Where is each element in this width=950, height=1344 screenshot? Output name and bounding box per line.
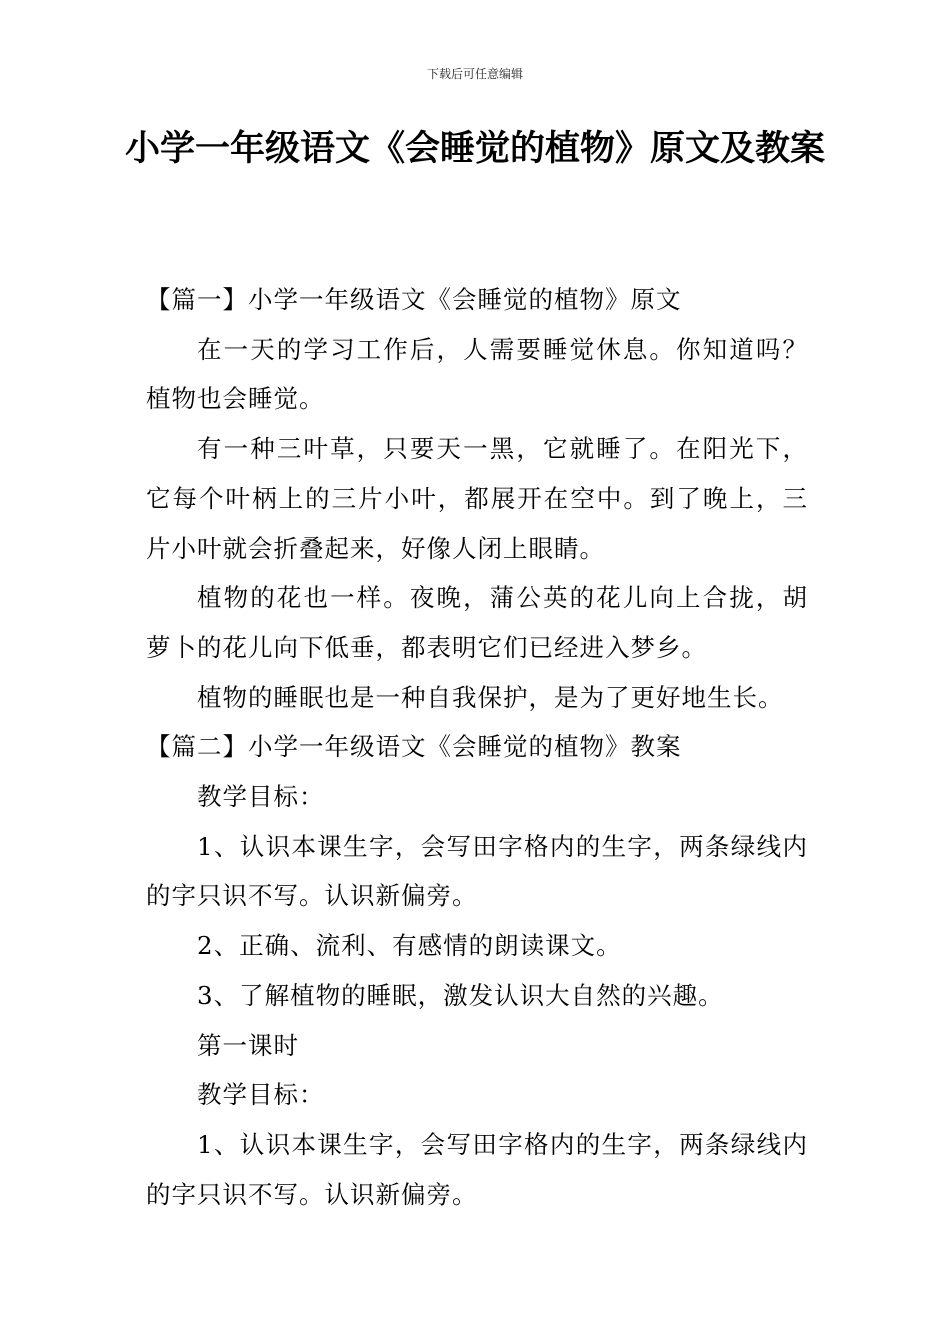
paragraph: 教学目标： xyxy=(197,1080,325,1110)
document-body xyxy=(146,275,808,1219)
paragraph: 植物的睡眠也是一种自我保护，是为了更好地生长。 xyxy=(197,682,784,712)
section-heading: 【篇二】小学一年级语文《会睡觉的植物》教案 xyxy=(146,732,682,762)
list-item: 2、正确、流利、有感情的朗读课文。 xyxy=(197,931,622,961)
paragraph: 有一种三叶草，只要天一黑，它就睡了。在阳光下，它每个叶柄上的三片小叶，都展开在空中。到了晚上，三片小叶就会折叠起来，好像人闭上眼睛。 xyxy=(146,434,808,563)
list-item: 1、认识本课生字，会写田字格内的生字，两条绿线内的字只识不写。认识新偏旁。 xyxy=(146,831,808,911)
list-item: 1、认识本课生字，会写田字格内的生字，两条绿线内的字只识不写。认识新偏旁。 xyxy=(146,1129,808,1209)
paragraph: 教学目标： xyxy=(197,782,325,812)
paragraph: 植物的花也一样。夜晚，蒲公英的花儿向上合拢，胡萝卜的花儿向下低垂，都表明它们已经进入梦乡。 xyxy=(146,583,808,662)
list-item: 3、了解植物的睡眠，激发认识大自然的兴趣。 xyxy=(197,980,724,1010)
document-title: 小学一年级语文《会睡觉的植物》原文及教案 xyxy=(124,129,825,169)
paragraph: 在一天的学习工作后，人需要睡觉休息。你知道吗？植物也会睡觉。 xyxy=(146,334,808,414)
header-note: 下载后可任意编辑 xyxy=(426,67,523,81)
subheading: 第一课时 xyxy=(197,1030,299,1060)
section-heading: 【篇一】小学一年级语文《会睡觉的植物》原文 xyxy=(146,285,682,314)
